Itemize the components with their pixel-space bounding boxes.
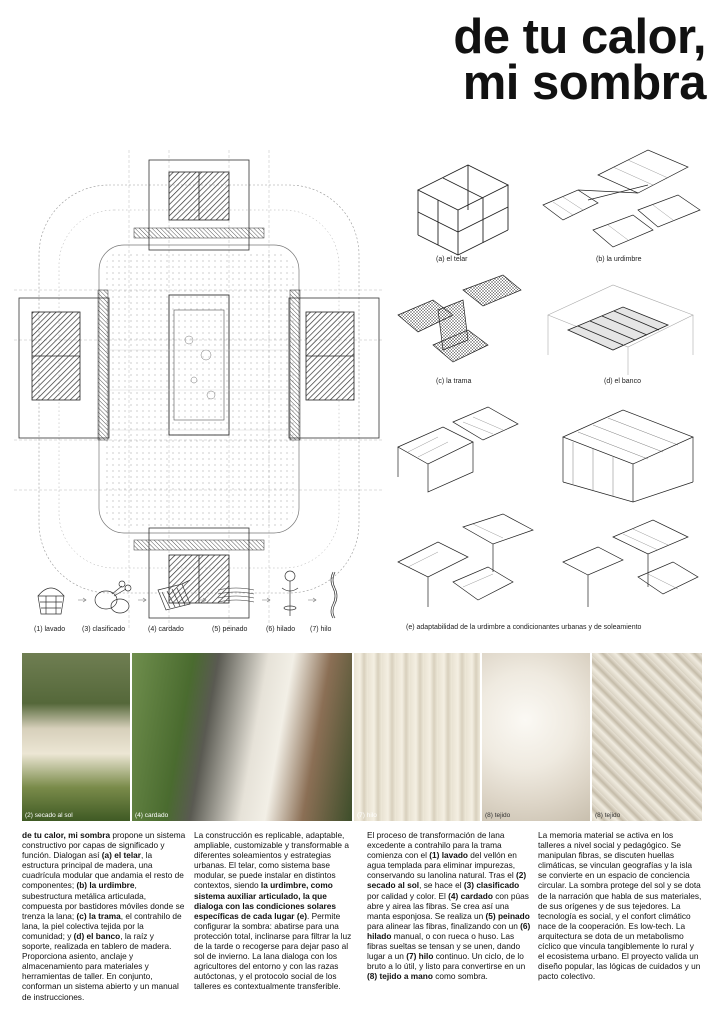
text-segment: (2) secado al sol: [367, 870, 527, 891]
text-segment: la urdimbre, como sistema auxiliar articulado, la que dialoga con las condiciones solares específicas de cada lugar (e): [194, 880, 337, 921]
title-line-1: de tu calor,: [453, 10, 706, 64]
axo-caption-b: (b) la urdimbre: [596, 256, 642, 263]
text-segment: por calidad y color. El: [367, 890, 449, 901]
process-label-cardado: (4) cardado: [148, 626, 184, 633]
axo-adaptability-4: [558, 512, 703, 617]
process-arrows: [68, 596, 348, 604]
text-segment: La construcción es replicable, adaptable, ampliable, customizable y transformable a diferentes soleamientos y estrategias urbanas. El telar, como sistema base modular, se puede instalar en distintos contextos, siendo: [194, 830, 349, 891]
photo-secado-al-sol: [22, 653, 130, 821]
wool-basket-icon: [34, 574, 68, 618]
text-column-3: [367, 830, 531, 981]
text-column-1: [22, 830, 186, 1002]
photo-caption-5: (8) tejido: [485, 812, 511, 819]
text-segment: (a) el telar: [101, 850, 141, 861]
text-segment: , el contrahilo de lana, la piel colectiva tejida por la comunidad; y: [22, 910, 182, 941]
text-segment: , la raíz y soporte, realizada en tablero de madera. Proporciona asiento, anclaje y almacenamiento para materiales y herramientas de taller. En conjunto, conforman un sistema abierto y un manual de instrucciones.: [22, 930, 179, 1002]
text-segment: de tu calor, mi sombra: [22, 830, 111, 840]
text-segment: del vellón en agua templada para eliminar impurezas, conservando su lanolina natural. Tras el: [367, 850, 517, 881]
process-label-clasificado: (3) clasificado: [82, 626, 126, 633]
axo-urdimbre: [538, 145, 703, 260]
text-segment: , subestructura metálica articulada, compuesta por bastidores móviles donde se trenza la lana;: [22, 880, 185, 921]
axo-adaptability-2: [553, 402, 703, 507]
axo-trama: [393, 270, 523, 380]
process-label-peinado: (5) peinado: [212, 626, 248, 633]
text-segment: (d) el banco: [73, 930, 121, 941]
process-label-hilado: (6) hilado: [266, 626, 296, 633]
text-segment: . Permite configurar la sombra: abatirse para una protección total, inclinarse para filtrar la luz de la tarde o recogerse para dejar paso al sol de invierno. La lana dialoga con los agricultores del entorno y con las razas autóctonas, y el protocolo social de los talleres es contextualmente transferible.: [194, 910, 352, 992]
text-segment: (3) clasificado: [463, 880, 520, 891]
text-columns: [22, 830, 706, 1015]
process-label-hilo: (7) hilo: [310, 626, 332, 633]
axonometric-diagrams: [388, 140, 708, 640]
text-column-4: [538, 830, 702, 981]
text-segment: manual, o con rueca o huso. Las fibras sueltas se tensan y se unen, dando lugar a un: [367, 930, 521, 962]
text-segment: , la estructura principal de madera, una cuadrícula modular que andamia el resto de componentes;: [22, 850, 184, 891]
text-segment: (4) cardado: [448, 890, 493, 901]
text-segment: con púas abre y airea las fibras. Se crea así una manta esponjosa. Se realiza un: [367, 890, 529, 921]
text-segment: como sombra.: [432, 971, 488, 982]
text-segment: (b) la urdimbre: [76, 880, 135, 891]
axo-adaptability-3: [393, 512, 543, 617]
photo-caption-4: (7) hilo: [357, 812, 377, 819]
photo-tejido-2: [592, 653, 702, 821]
text-segment: (6) hilado: [367, 920, 531, 941]
process-label-lavado: (1) lavado: [34, 626, 66, 633]
text-segment: (7) hilo: [406, 951, 434, 962]
text-segment: (8) tejido a mano: [367, 971, 433, 982]
photo-hilo: [354, 653, 480, 821]
text-segment: continuo. Un ciclo, de lo bruto a lo útil, y listo para convertirse en un: [367, 951, 526, 972]
text-segment: (1) lavado: [429, 850, 468, 861]
floor-plan-drawing: [14, 150, 384, 628]
photo-strip: [22, 653, 702, 821]
text-segment: propone un sistema constructivo por capas de significado y función. Dialogan así: [22, 830, 186, 861]
photo-cardado: [132, 653, 352, 821]
axo-adaptability-1: [393, 402, 523, 507]
photo-caption-1: (2) secado al sol: [25, 812, 73, 819]
spindle-icon: [278, 568, 302, 622]
title-line-2: mi sombra: [462, 56, 706, 110]
wool-process-strip: [30, 568, 370, 640]
thread-icon: [326, 570, 340, 620]
text-segment: , se hace el: [419, 880, 464, 891]
photo-tejido-1: [482, 653, 590, 821]
axo-caption-c: (c) la trama: [436, 378, 472, 385]
axo-telar: [408, 150, 518, 260]
text-segment: La memoria material se activa en los talleres a nivel social y pedagógico. Se manipulan fibras, se discuten huellas climáticas, se vinculan geografías y la isla se convierte en un espacio de conciencia circular. La sombra protege del sol y se dota de la narración que habla de sus materiales, de sus orígenes y de sus tejedores. La tecnología es social, y el confort climático nace de la cooperación. Es low-tech. La arquitectura se dota de un metabolismo cíclico que vincula tangiblemente lo rural y el ecosistema urbano. El proyecto valida un diseño popular, las lógicas de cuidados y un pacto colectivo.: [538, 830, 702, 982]
text-segment: (5) peinado: [485, 910, 530, 921]
axo-caption-d: (d) el banco: [604, 378, 641, 385]
text-segment: (c) la trama: [76, 910, 121, 921]
axo-caption-e: (e) adaptabilidad de la urdimbre a condicionantes urbanas y de soleamiento: [406, 624, 642, 631]
photo-caption-2: (4) cardado: [135, 812, 169, 819]
text-column-2: [194, 830, 358, 992]
text-segment: El proceso de transformación de lana excedente a contrahilo para la trama comienza con el: [367, 830, 505, 861]
axo-caption-a: (a) el telar: [436, 256, 468, 263]
text-segment: para alinear las fibras, finalizando con un: [367, 920, 521, 931]
poster-title: [453, 10, 706, 110]
photo-caption-6: (8) tejido: [595, 812, 621, 819]
axo-banco: [538, 275, 703, 380]
